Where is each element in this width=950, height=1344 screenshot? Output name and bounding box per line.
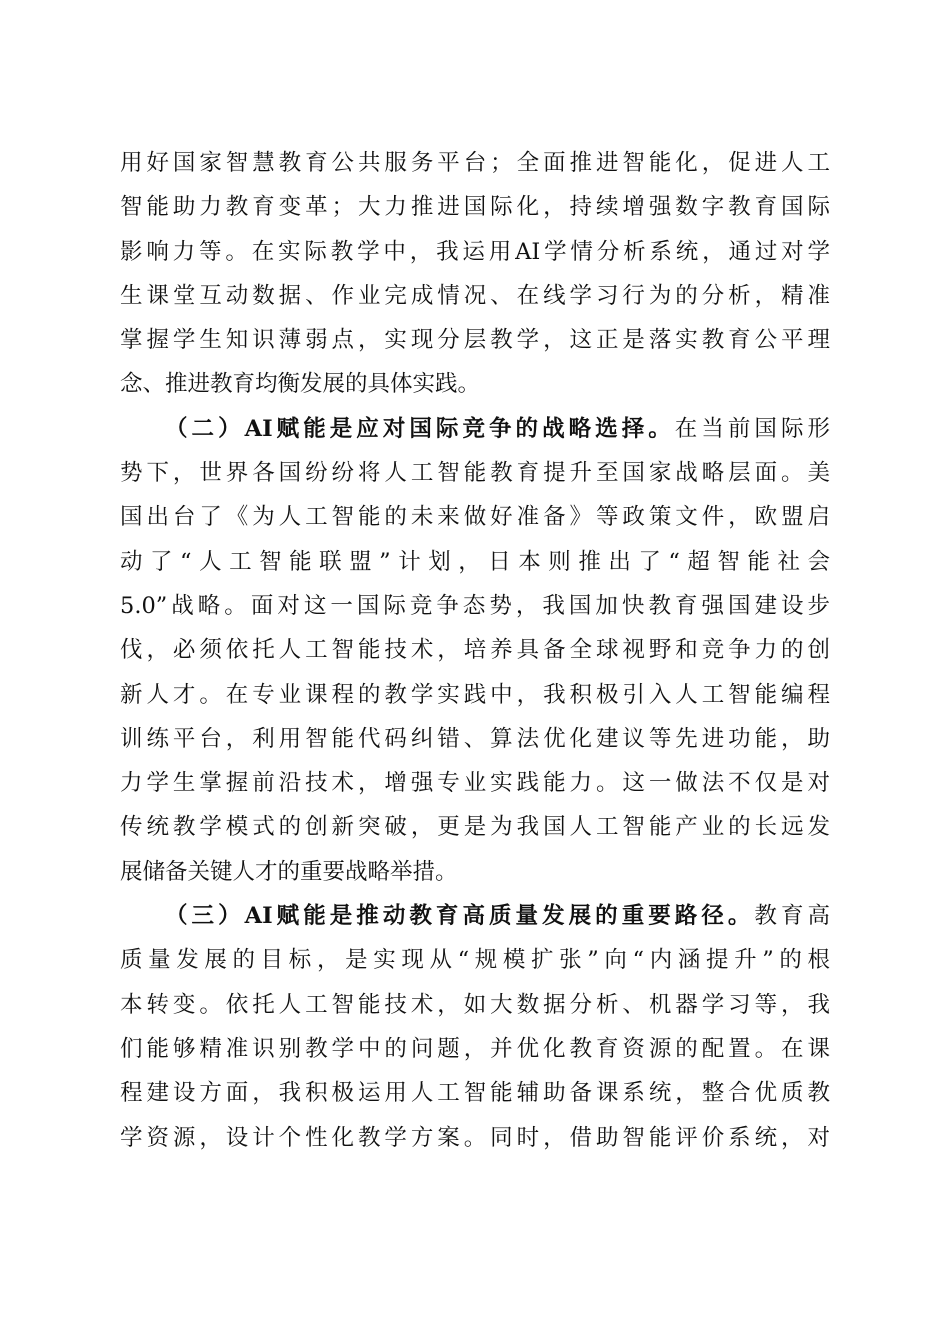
paragraph-1-line-2: 智能助力教育变革；大力推进国际化，持续增强数字教育国际 (120, 194, 830, 221)
paragraph-1-line-3: 影响力等。在实际教学中，我运用AI学情分析系统，通过对学 (120, 238, 830, 265)
paragraph-2-line-2: 势下，世界各国纷纷将人工智能教育提升至国家战略层面。美 (120, 460, 830, 487)
paragraph-2-line-9: 力学生掌握前沿技术，增强专业实践能力。这一做法不仅是对 (120, 770, 830, 797)
paragraph-3-line-6: 学资源，设计个性化教学方案。同时，借助智能评价系统，对 (120, 1124, 830, 1151)
paragraph-3-line-2: 质量发展的目标，是实现从“规模扩张”向“内涵提升”的根 (120, 947, 830, 974)
paragraph-2-line-1 (120, 407, 830, 451)
paragraph-2-line-6: 伐，必须依托人工智能技术，培养具备全球视野和竞争力的创 (120, 637, 830, 664)
paragraph-2-line-3: 国出台了《为人工智能的未来做好准备》等政策文件，欧盟启 (120, 504, 830, 531)
paragraph-2-line-10: 传统教学模式的创新突破，更是为我国人工智能产业的长远发 (120, 814, 830, 841)
paragraph-2-line-1-rest: 在当前国际形 (674, 415, 830, 442)
section-heading-2: （二）AI赋能是应对国际竞争的战略选择。 (165, 415, 675, 442)
paragraph-1-line-4: 生课堂互动数据、作业完成情况、在线学习行为的分析，精准 (120, 282, 830, 309)
document-body (120, 141, 830, 1160)
paragraph-3-line-1 (120, 894, 830, 938)
paragraph-3-line-4: 们能够精准识别教学中的问题，并优化教育资源的配置。在课 (120, 1035, 830, 1062)
paragraph-2-line-5: 5.0”战略。面对这一国际竞争态势，我国加快教育强国建设步 (120, 592, 830, 619)
paragraph-3-line-5: 程建设方面，我积极运用人工智能辅助备课系统，整合优质教 (120, 1080, 830, 1107)
paragraph-3-line-1-rest: 教育高 (754, 903, 830, 930)
paragraph-1-line-6: 念、推进教育均衡发展的具体实践。 (120, 371, 481, 398)
paragraph-1-line-1: 用好国家智慧教育公共服务平台；全面推进智能化，促进人工 (120, 150, 830, 176)
paragraph-2-line-8: 训练平台，利用智能代码纠错、算法优化建议等先进功能，助 (120, 725, 830, 752)
paragraph-2-line-4: 动了“人工智能联盟”计划，日本则推出了“超智能社会 (120, 548, 830, 575)
paragraph-2-line-7: 新人才。在专业课程的教学实践中，我积极引入人工智能编程 (120, 681, 830, 708)
section-heading-3: （三）AI赋能是推动教育高质量发展的重要路径。 (165, 903, 755, 930)
paragraph-2-line-11: 展储备关键人才的重要战略举措。 (120, 858, 458, 885)
paragraph-1-line-5: 掌握学生知识薄弱点，实现分层教学，这正是落实教育公平理 (120, 327, 830, 354)
paragraph-3-line-3: 本转变。依托人工智能技术，如大数据分析、机器学习等，我 (120, 991, 830, 1018)
